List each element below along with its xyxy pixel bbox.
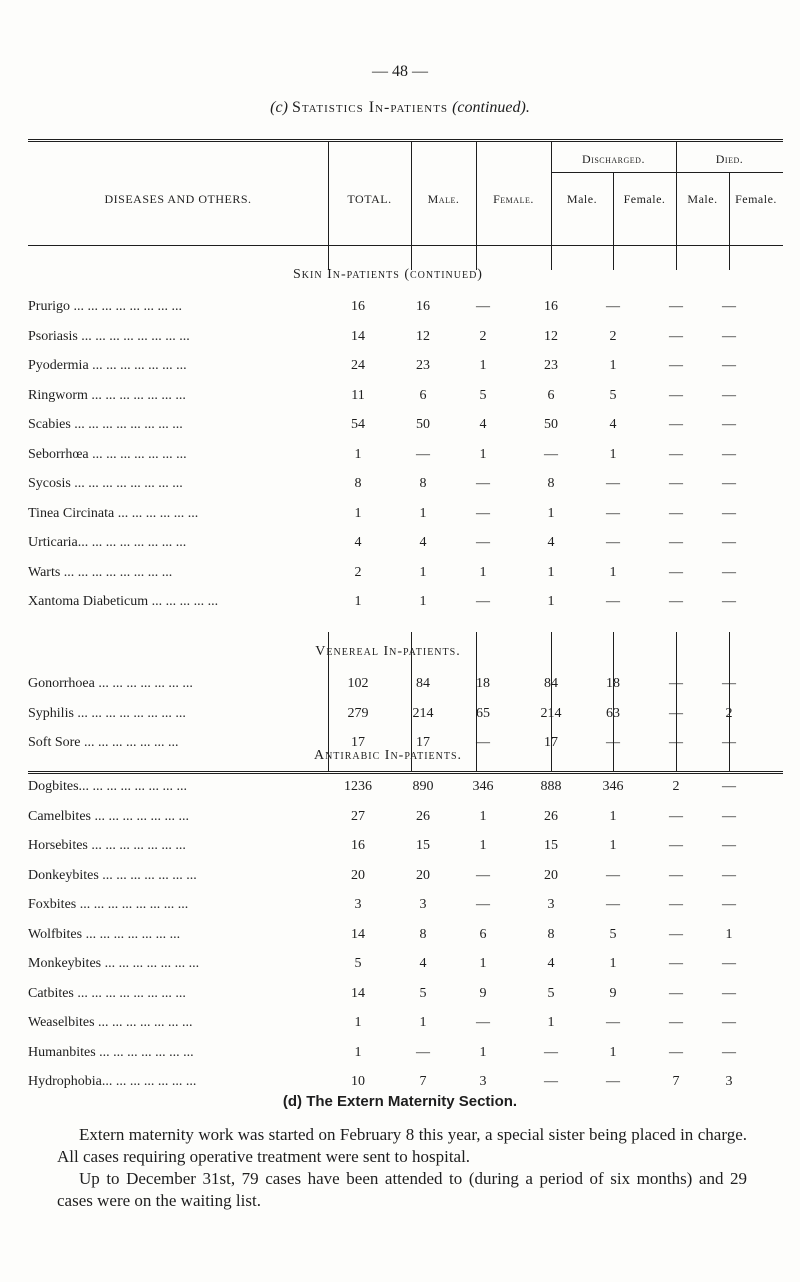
row-value: 214 (412, 705, 434, 721)
row-value: 27 (351, 808, 365, 824)
header-male: Male. (427, 192, 460, 206)
header-died-male: Male. (687, 192, 718, 206)
row-value: — (669, 446, 683, 462)
row-value: — (606, 735, 620, 750)
table-row (28, 329, 783, 351)
row-value: 1 (354, 505, 362, 521)
row-label: Wolfbites ... ... ... ... ... ... ... (28, 926, 181, 942)
row-value: 1 (354, 1015, 362, 1030)
group-title: Antirabic In-patients. (313, 748, 463, 763)
section-heading-prefix: (c) (270, 99, 292, 116)
row-value: — (606, 1074, 620, 1089)
row-label: Hydrophobia... ... ... ... ... ... ... (28, 1074, 197, 1089)
row-label: Weaselbites ... ... ... ... ... ... ... (28, 1015, 193, 1030)
group-title: Skin In-patients (continued) (293, 267, 483, 282)
row-value: 3 (547, 897, 555, 912)
row-value: — (722, 328, 736, 344)
statistics-table-body (28, 267, 783, 1089)
table-row (28, 358, 783, 380)
row-value: 12 (544, 328, 558, 344)
row-value: 18 (606, 676, 620, 691)
row-value: — (722, 1015, 736, 1030)
header-divider-mid (551, 172, 783, 173)
row-value: 20 (351, 867, 365, 883)
row-value: 1 (479, 838, 487, 853)
table-row (28, 897, 783, 919)
row-value: 1 (419, 1015, 427, 1030)
row-value: 8 (354, 476, 362, 491)
row-value: 1 (547, 1015, 555, 1030)
page-number: — 48 — (372, 63, 428, 80)
row-value: — (722, 387, 736, 403)
row-value: — (722, 1044, 736, 1060)
header-female: Female. (493, 192, 534, 206)
row-label: Monkeybites ... ... ... ... ... ... ... (28, 956, 200, 971)
row-value: 1 (547, 564, 555, 580)
row-value: — (476, 867, 490, 883)
row-value: 279 (347, 705, 369, 721)
header-discharged: Discharged. (582, 152, 645, 166)
row-value: — (722, 446, 736, 462)
row-value: 2 (609, 328, 617, 344)
row-value: 1 (479, 358, 487, 373)
row-value: 888 (540, 779, 562, 794)
row-value: — (722, 808, 736, 824)
row-value: 6 (479, 926, 487, 942)
table-row (28, 986, 783, 1008)
row-value: — (722, 676, 736, 691)
row-value: — (669, 328, 683, 344)
body-col-line (729, 632, 730, 772)
row-value: — (722, 838, 736, 853)
header-col-line (676, 142, 677, 270)
row-value: 17 (544, 735, 558, 750)
table-row (28, 417, 783, 439)
row-value: — (606, 594, 620, 609)
table-row (28, 565, 783, 587)
row-value: — (669, 535, 683, 550)
table-row (28, 506, 783, 528)
row-label: Psoriasis ... ... ... ... ... ... ... ... (28, 328, 190, 344)
row-value: — (606, 867, 620, 883)
row-value: — (722, 535, 736, 550)
row-value: 3 (725, 1074, 733, 1089)
header-died: Died. (715, 152, 744, 166)
row-label: Catbites ... ... ... ... ... ... ... ... (28, 985, 186, 1001)
row-value: 214 (540, 705, 562, 721)
row-value: 6 (419, 387, 427, 403)
row-value: — (722, 956, 736, 971)
row-value: — (722, 505, 736, 521)
row-value: 1 (419, 594, 427, 609)
section-heading-suffix: (continued). (452, 99, 530, 116)
row-value: 2 (354, 564, 362, 580)
row-value: 12 (416, 328, 430, 344)
row-value: — (416, 1044, 430, 1060)
table-row (28, 809, 783, 831)
header-col-line (729, 172, 730, 270)
header-col-line (328, 142, 329, 270)
row-value: — (669, 417, 683, 432)
row-value: 346 (472, 779, 494, 794)
row-value: 63 (606, 705, 620, 721)
body-col-line (328, 632, 329, 772)
row-value: 24 (351, 358, 365, 373)
row-value: — (722, 867, 736, 883)
header-col-line (551, 142, 552, 270)
row-value: 50 (544, 417, 558, 432)
header-col-line (476, 142, 477, 270)
table-row (28, 1045, 783, 1067)
row-value: 14 (351, 926, 365, 942)
row-value: — (606, 476, 620, 491)
row-value: 1 (479, 1044, 487, 1060)
row-label: Seborrhœa ... ... ... ... ... ... ... (28, 446, 187, 462)
row-value: 3 (479, 1074, 487, 1089)
row-value: 890 (412, 779, 434, 794)
row-value: 5 (547, 985, 555, 1001)
header-col-line (613, 172, 614, 270)
section-d-heading: (d) The Extern Maternity Section. (282, 1093, 518, 1110)
row-value: 4 (419, 956, 427, 971)
row-value: — (606, 897, 620, 912)
row-value: 1 (479, 956, 487, 971)
row-value: — (669, 1015, 683, 1030)
table-row (28, 535, 783, 557)
row-value: 1 (609, 956, 617, 971)
header-divider-bottom (28, 245, 783, 246)
row-value: — (476, 1015, 490, 1030)
row-value: — (606, 535, 620, 550)
row-value: — (669, 838, 683, 853)
table-row (28, 838, 783, 860)
row-label: Tinea Circinata ... ... ... ... ... ... (28, 505, 199, 521)
row-value: — (722, 417, 736, 432)
row-label: Camelbites ... ... ... ... ... ... ... (28, 808, 189, 824)
row-value: 10 (351, 1074, 365, 1089)
row-value: — (476, 594, 490, 609)
row-value: 9 (479, 985, 487, 1001)
row-value: — (476, 299, 490, 314)
row-value: 3 (354, 897, 362, 912)
row-value: 2 (672, 779, 680, 794)
row-value: 1 (479, 808, 487, 824)
table-row (28, 1015, 783, 1037)
row-label: Scabies ... ... ... ... ... ... ... ... (28, 417, 183, 432)
paragraph-1: Extern maternity work was started on February 8 this year, a special sister being placed in charge. All cases requiring operative treatment were sent to hospital. (57, 1125, 747, 1166)
row-value: 54 (351, 417, 365, 432)
row-value: 16 (416, 299, 430, 314)
row-value: 14 (351, 328, 365, 344)
row-value: 4 (479, 417, 487, 432)
row-label: Pyodermia ... ... ... ... ... ... ... (28, 358, 187, 373)
row-label: Syphilis ... ... ... ... ... ... ... ... (28, 705, 186, 721)
row-value: — (669, 1044, 683, 1060)
row-value: — (669, 358, 683, 373)
table-row (28, 779, 783, 801)
statistics-table-header (28, 139, 783, 270)
row-value: 17 (416, 735, 430, 750)
row-label: Donkeybites ... ... ... ... ... ... ... (28, 867, 197, 883)
section-heading (0, 99, 800, 117)
row-value: 16 (351, 299, 365, 314)
header-died-female: Female. (735, 192, 777, 206)
row-label: Horsebites ... ... ... ... ... ... ... (28, 838, 186, 853)
row-value: — (544, 446, 558, 462)
body-col-line (613, 632, 614, 772)
header-discharged-male: Male. (566, 192, 598, 206)
row-value: 8 (547, 926, 555, 942)
row-value: 7 (672, 1074, 680, 1089)
row-value: 1 (354, 594, 362, 609)
row-value: 16 (544, 299, 558, 314)
row-value: 20 (544, 867, 558, 883)
header-diseases: DISEASES AND OTHERS. (104, 192, 252, 206)
row-label: Prurigo ... ... ... ... ... ... ... ... (28, 299, 182, 314)
row-label: Gonorrhoea ... ... ... ... ... ... ... (28, 676, 193, 691)
row-value: 1 (547, 594, 555, 609)
bottom-rule (28, 771, 783, 774)
row-label: Xantoma Diabeticum ... ... ... ... ... (28, 594, 219, 609)
row-value: 6 (547, 387, 555, 403)
row-value: 1 (354, 1044, 362, 1060)
row-value: 8 (419, 476, 427, 491)
row-value: 2 (479, 328, 487, 344)
row-label: Urticaria... ... ... ... ... ... ... ... (28, 535, 187, 550)
header-col-line (411, 142, 412, 270)
row-value: — (544, 1044, 558, 1060)
row-value: 5 (609, 387, 617, 403)
row-label: Foxbites ... ... ... ... ... ... ... ... (28, 897, 189, 912)
row-value: 17 (351, 735, 365, 750)
table-row (28, 868, 783, 890)
row-value: — (606, 1015, 620, 1030)
row-value: 9 (609, 985, 617, 1001)
row-value: — (669, 505, 683, 521)
row-value: — (669, 926, 683, 942)
row-value: 1 (609, 446, 617, 462)
row-value: 84 (416, 676, 430, 691)
table-row (28, 956, 783, 978)
row-value: — (476, 505, 490, 521)
row-value: 1 (609, 838, 617, 853)
header-discharged-female: Female. (623, 192, 666, 206)
row-value: 1 (479, 564, 487, 580)
row-value: 1 (725, 926, 733, 942)
row-value: 11 (351, 387, 365, 403)
row-value: 20 (416, 867, 430, 883)
table-row (28, 299, 783, 321)
row-value: — (669, 564, 683, 580)
row-value: 1 (547, 505, 555, 521)
row-value: 1236 (344, 779, 372, 794)
row-value: 7 (419, 1074, 427, 1089)
row-value: 65 (476, 705, 490, 721)
row-value: 18 (476, 676, 490, 691)
row-value: — (669, 735, 683, 750)
row-value: 8 (547, 476, 555, 491)
row-value: 1 (609, 1044, 617, 1060)
row-value: 15 (544, 838, 558, 853)
table-row (28, 388, 783, 410)
row-value: — (722, 735, 736, 750)
row-label: Sycosis ... ... ... ... ... ... ... ... (28, 476, 183, 491)
row-value: 102 (347, 676, 369, 691)
row-value: 1 (419, 564, 427, 580)
row-value: — (722, 299, 736, 314)
section-heading-main: Statistics In-patients (291, 99, 449, 116)
row-value: 5 (419, 985, 427, 1001)
table-row (28, 676, 783, 698)
table-row (28, 447, 783, 469)
row-value: — (669, 387, 683, 403)
row-value: 15 (416, 838, 430, 853)
row-value: — (722, 779, 736, 794)
row-value: — (606, 505, 620, 521)
row-value: — (722, 564, 736, 580)
row-value: 5 (609, 926, 617, 942)
row-value: — (669, 676, 683, 691)
row-value: — (669, 897, 683, 912)
row-value: 4 (547, 956, 555, 971)
row-value: 1 (609, 564, 617, 580)
row-value: 84 (544, 676, 558, 691)
row-value: — (669, 956, 683, 971)
row-value: — (722, 358, 736, 373)
row-label: Dogbites... ... ... ... ... ... ... ... (28, 779, 188, 794)
header-total: TOTAL. (347, 192, 392, 206)
row-value: 3 (419, 897, 427, 912)
row-value: — (722, 594, 736, 609)
row-value: — (669, 476, 683, 491)
table-row (28, 706, 783, 728)
row-value: 4 (419, 535, 427, 550)
row-value: — (606, 299, 620, 314)
row-value: 16 (351, 838, 365, 853)
table-header (28, 142, 783, 270)
row-value: 1 (609, 808, 617, 824)
row-label: Warts ... ... ... ... ... ... ... ... (28, 564, 173, 580)
row-value: — (669, 808, 683, 824)
body-col-line (411, 632, 412, 772)
row-value: 50 (416, 417, 430, 432)
row-value: — (476, 535, 490, 550)
row-value: 5 (354, 956, 362, 971)
table-row (28, 927, 783, 949)
body-col-line (551, 632, 552, 772)
row-value: 4 (354, 535, 362, 550)
row-value: 2 (725, 705, 733, 721)
row-value: 4 (547, 535, 555, 550)
row-value: 4 (609, 417, 617, 432)
row-value: — (416, 446, 430, 462)
row-value: — (669, 594, 683, 609)
row-value: — (669, 705, 683, 721)
group-title: Venereal In-patients. (315, 644, 461, 659)
body-col-line (676, 632, 677, 772)
row-value: — (669, 867, 683, 883)
row-value: 14 (351, 985, 365, 1001)
body-col-line (476, 632, 477, 772)
row-value: — (669, 299, 683, 314)
row-value: 1 (419, 505, 427, 521)
row-label: Soft Sore ... ... ... ... ... ... ... (28, 735, 179, 750)
row-label: Ringworm ... ... ... ... ... ... ... (28, 387, 186, 403)
paragraph-2: Up to December 31st, 79 cases have been attended to (during a period of six months) and 29 cases were on the waiting list. (57, 1169, 747, 1210)
row-value: — (476, 476, 490, 491)
row-value: 346 (602, 779, 624, 794)
row-label: Humanbites ... ... ... ... ... ... ... (28, 1044, 194, 1060)
row-value: 1 (354, 446, 362, 462)
row-value: 23 (544, 358, 558, 373)
row-value: 8 (419, 926, 427, 942)
row-value: 1 (609, 358, 617, 373)
row-value: — (722, 897, 736, 912)
row-value: — (669, 985, 683, 1001)
table-row (28, 476, 783, 498)
row-value: 26 (544, 808, 558, 824)
row-value: — (722, 985, 736, 1001)
row-value: — (544, 1074, 558, 1089)
row-value: — (476, 897, 490, 912)
row-value: 23 (416, 358, 430, 373)
table-row (28, 594, 783, 616)
row-value: 1 (479, 446, 487, 462)
row-value: 5 (479, 387, 487, 403)
row-value: 26 (416, 808, 430, 824)
row-value: — (476, 735, 490, 750)
row-value: — (722, 476, 736, 491)
